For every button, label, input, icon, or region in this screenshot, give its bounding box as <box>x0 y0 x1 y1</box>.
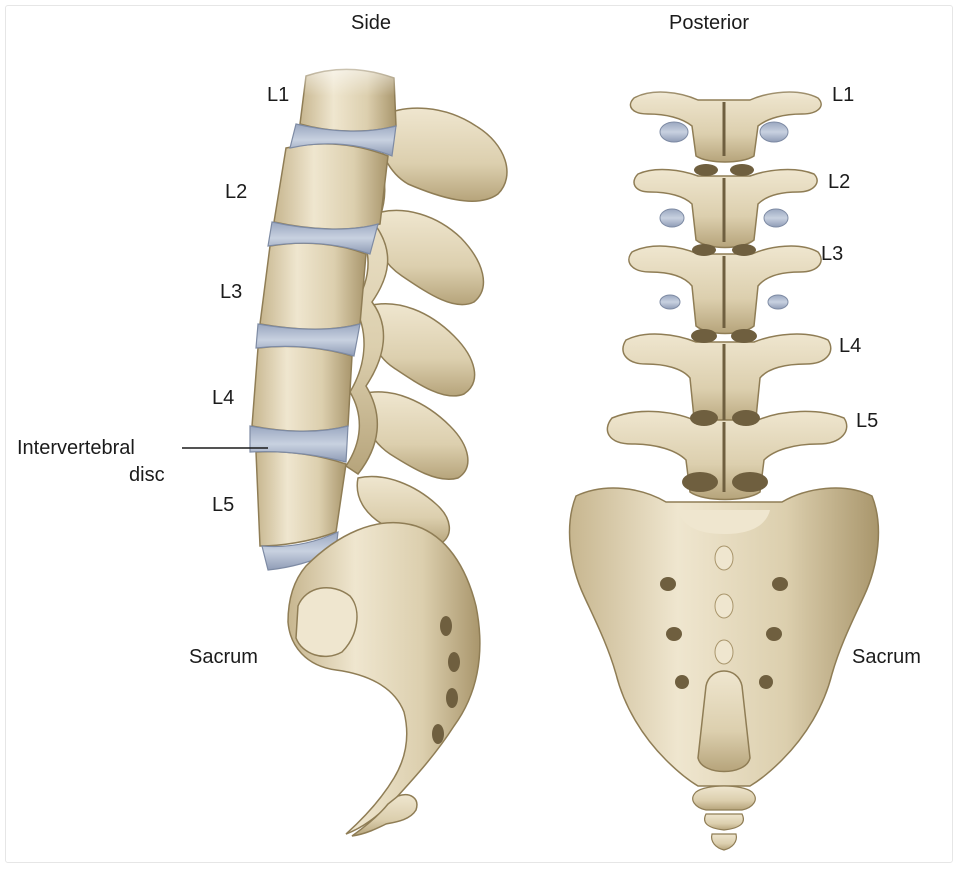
side-view <box>182 46 536 836</box>
side-label-l2: L2 <box>225 181 248 203</box>
side-label-disc-line2: disc <box>129 464 165 486</box>
posterior-vertebrae <box>607 92 846 499</box>
side-process-l3 <box>367 304 474 396</box>
side-label-l5: L5 <box>212 494 235 516</box>
side-process-l1 <box>378 108 507 201</box>
posterior-vertebra-l5 <box>607 411 846 499</box>
side-body-l2 <box>274 144 388 229</box>
side-label-l3: L3 <box>220 281 243 303</box>
posterior-vertebra-l1 <box>630 92 821 162</box>
posterior-label-l5: L5 <box>856 410 879 432</box>
side-process-l4 <box>361 392 468 479</box>
side-view-title: Side <box>351 12 392 34</box>
posterior-label-sacrum: Sacrum <box>852 646 921 668</box>
side-label-l4: L4 <box>212 387 235 409</box>
spine-illustration <box>6 6 952 862</box>
posterior-label-l2: L2 <box>828 171 851 193</box>
posterior-label-l3: L3 <box>821 243 844 265</box>
posterior-label-l4: L4 <box>839 335 862 357</box>
side-sacrum <box>288 523 480 836</box>
posterior-view-title: Posterior <box>669 12 750 34</box>
spine-figure <box>5 5 953 863</box>
side-body-l5 <box>256 452 346 546</box>
posterior-sacral-crest <box>715 546 733 664</box>
posterior-sacrum <box>570 488 879 786</box>
posterior-vertebra-l2 <box>634 170 817 248</box>
side-body-l4 <box>252 346 352 431</box>
posterior-label-l1: L1 <box>832 84 855 106</box>
side-label-l1: L1 <box>267 84 290 106</box>
side-process-l2 <box>373 210 483 304</box>
side-body-l3 <box>260 243 366 329</box>
side-label-sacrum: Sacrum <box>189 646 258 668</box>
side-label-disc-line1: Intervertebral <box>17 437 135 459</box>
posterior-coccyx <box>693 786 756 850</box>
